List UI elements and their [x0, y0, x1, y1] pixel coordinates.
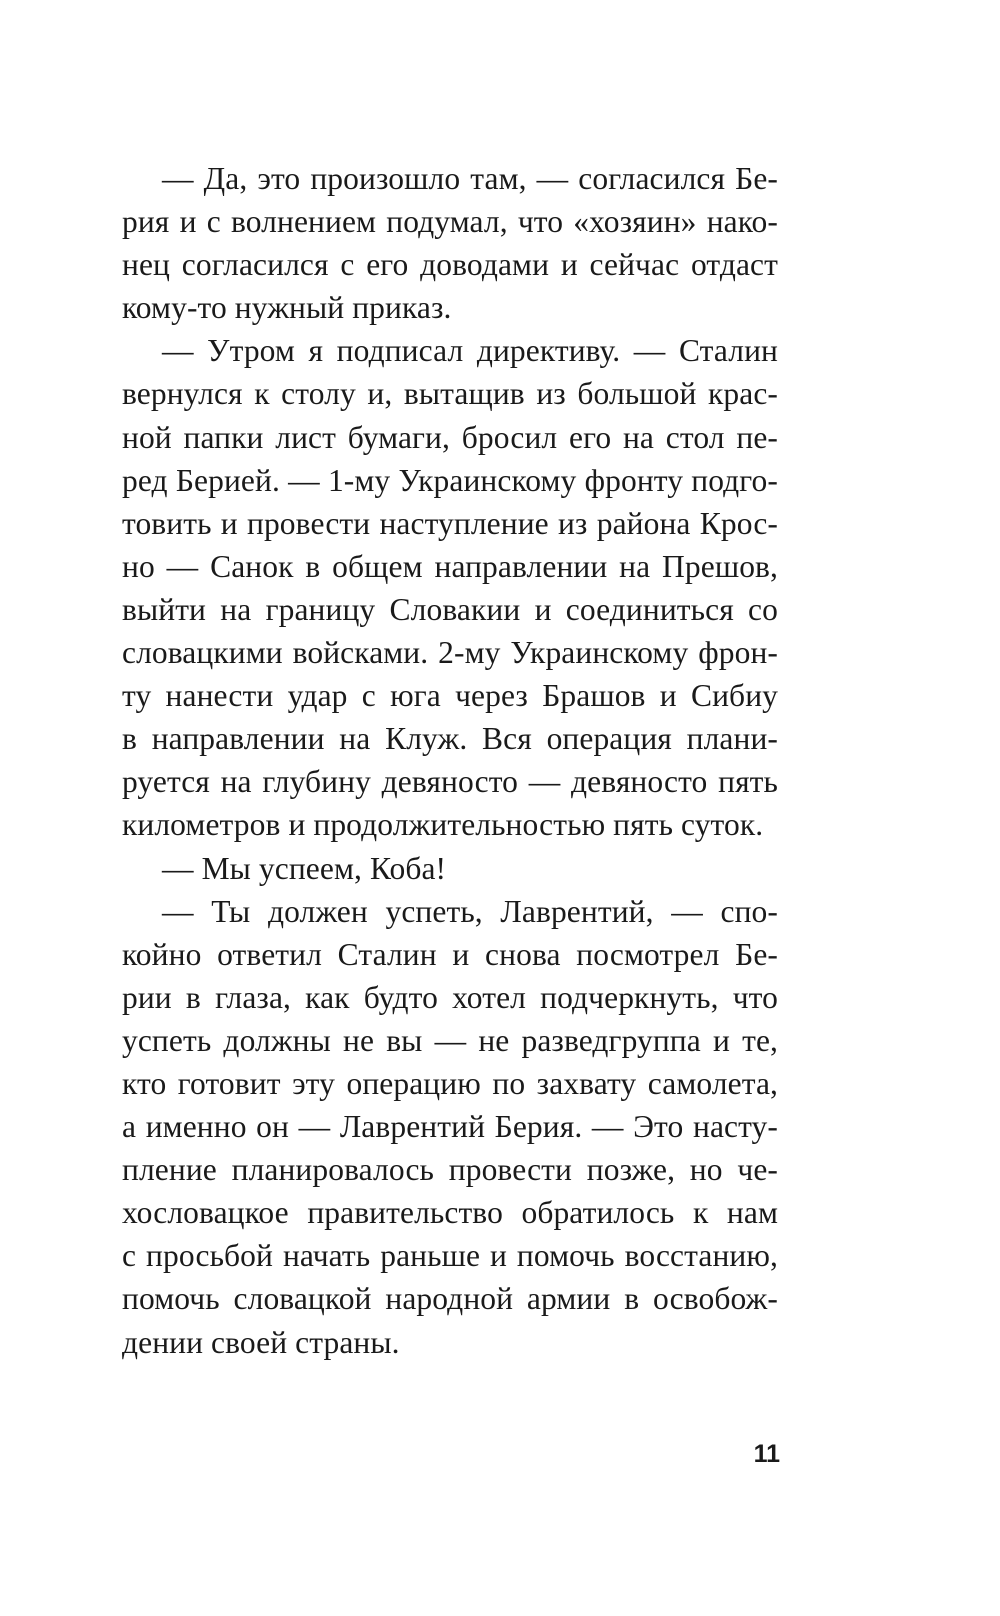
text-line: рии в глаза, как будто хотел подчеркнуть, что — [122, 979, 778, 1015]
text-line: пление планировалось провести позже, но че- — [122, 1152, 778, 1188]
text-line: помочь словацкой народной армии в освобож- — [122, 1281, 778, 1317]
text-line: успеть должны не вы — не разведгруппа и те, — [122, 1022, 778, 1058]
text-line: руется на глубину девяносто — девяносто пять — [122, 764, 778, 800]
text-line: вернулся к столу и, вытащив из большой крас- — [122, 376, 778, 412]
text-line: километров и продолжительностью пять суток. — [122, 807, 764, 843]
text-line: кто готовит эту операцию по захвату самолета, — [122, 1065, 778, 1101]
text-line: ту нанести удар с юга через Брашов и Сибиу — [122, 678, 778, 714]
text-line: кому-то нужный приказ. — [122, 290, 452, 326]
body-text — [122, 157, 778, 1364]
text-line: — Ты должен успеть, Лаврентий, — спо- — [162, 893, 778, 929]
text-line: товить и провести наступление из района Крос- — [122, 505, 778, 541]
text-line: койно ответил Сталин и снова посмотрел Бе- — [122, 936, 778, 972]
page-number: 11 — [753, 1440, 780, 1468]
text-line: словацкими войсками. 2-му Украинскому фрон- — [122, 635, 778, 671]
text-line: в направлении на Клуж. Вся операция плани- — [122, 721, 778, 757]
text-line: дении своей страны. — [122, 1324, 400, 1360]
text-line: с просьбой начать раньше и помочь восстанию, — [122, 1238, 778, 1274]
text-line: ред Берией. — 1-му Украинскому фронту подго- — [122, 462, 778, 498]
text-line: хословацкое правительство обратилось к нам — [122, 1195, 778, 1231]
text-line: — Утром я подписал директиву. — Сталин — [162, 333, 778, 369]
text-line: ной папки лист бумаги, бросил его на стол пе- — [122, 419, 778, 455]
text-line: — Мы успеем, Коба! — [162, 850, 447, 886]
text-line: рия и с волнением подумал, что «хозяин» нако- — [122, 204, 778, 240]
text-line: а именно он — Лаврентий Берия. — Это насту- — [122, 1109, 778, 1145]
text-line: но — Санок в общем направлении на Прешов, — [122, 548, 778, 584]
text-line: нец согласился с его доводами и сейчас отдаст — [122, 247, 778, 283]
text-line: выйти на границу Словакии и соединиться со — [122, 591, 778, 627]
text-line: — Да, это произошло там, — согласился Бе- — [162, 161, 778, 196]
